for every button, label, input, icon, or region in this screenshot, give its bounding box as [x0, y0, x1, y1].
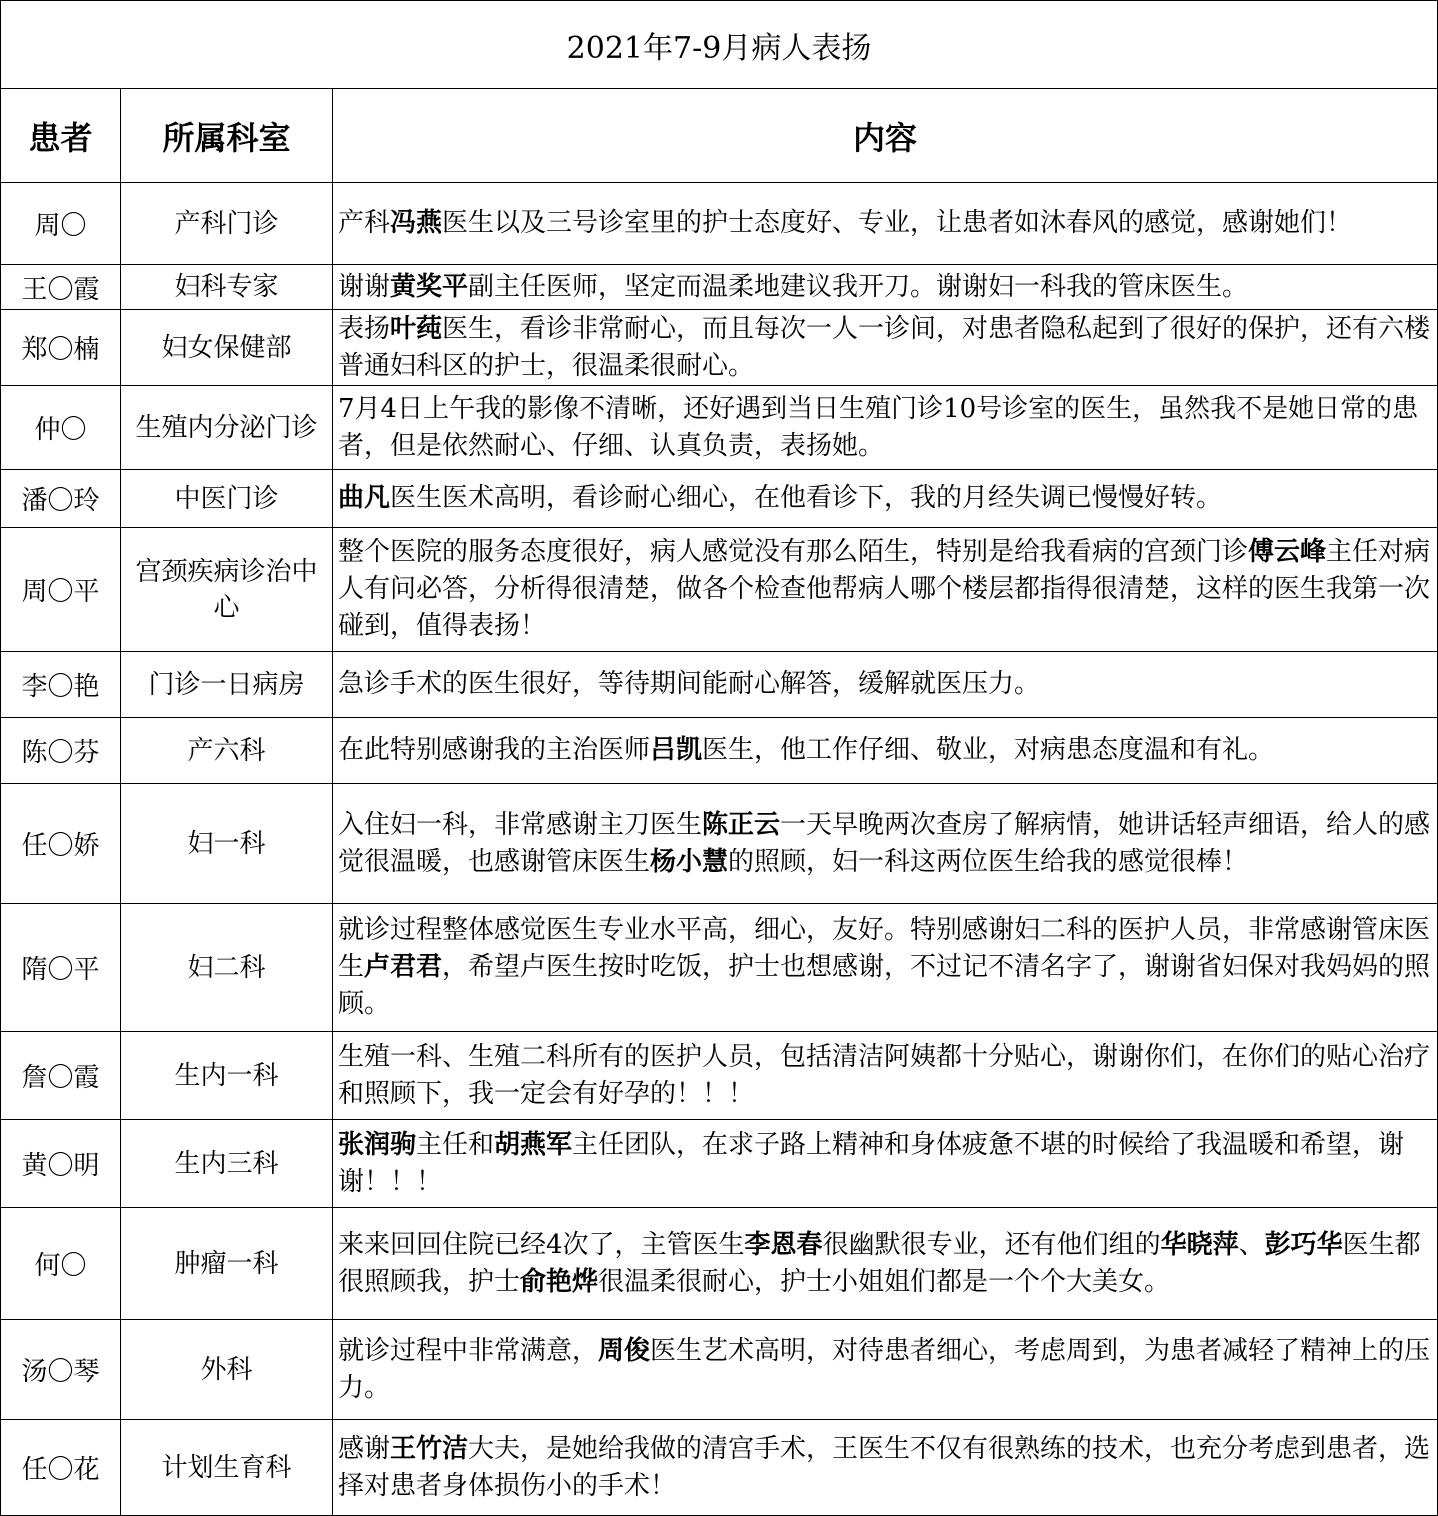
- staff-name: 叶莼: [390, 313, 443, 344]
- content-cell: [333, 310, 1438, 386]
- content-text: 就诊过程整体感觉医生专业水平高，细心，友好。特别感谢妇二科的医护人员，非常感谢管床医生: [338, 915, 1431, 982]
- table-row: [1, 528, 1438, 652]
- department-cell: 妇女保健部: [121, 310, 333, 386]
- staff-name: 华晓萍: [1160, 1229, 1239, 1260]
- patient-cell: 王〇霞: [1, 265, 121, 310]
- department-cell: 肿瘤一科: [121, 1208, 333, 1320]
- content-text: 很温柔很耐心，护士小姐姐们都是一个个大美女。: [598, 1266, 1171, 1297]
- content-cell: [333, 1208, 1438, 1320]
- content-text: 整个医院的服务态度很好，病人感觉没有那么陌生，特别是给我看病的宫颈门诊: [338, 537, 1249, 567]
- content-text: 医生医术高明，看诊耐心细心，在他看诊下，我的月经失调已慢慢好转。: [390, 483, 1223, 513]
- content-text: 在此特别感谢我的主治医师: [338, 735, 651, 765]
- table-row: [1, 265, 1438, 310]
- header-content: 内容: [333, 89, 1438, 183]
- patient-cell: 任〇娇: [1, 784, 121, 904]
- content-text: 产科: [338, 208, 391, 238]
- department-cell: 生殖内分泌门诊: [121, 386, 333, 470]
- staff-name: 吕凯: [650, 735, 703, 765]
- table-row: [1, 386, 1438, 470]
- content-text: 主任和: [416, 1129, 495, 1160]
- title-row: [1, 1, 1438, 89]
- staff-name: 杨小慧: [650, 846, 729, 877]
- content-cell: [333, 718, 1438, 784]
- department-cell: 外科: [121, 1320, 333, 1420]
- staff-name: 曲凡: [338, 483, 391, 513]
- department-cell: 门诊一日病房: [121, 652, 333, 718]
- content-cell: [333, 1420, 1438, 1516]
- department-cell: 计划生育科: [121, 1420, 333, 1516]
- content-text: 医生都很照顾我，护士: [338, 1229, 1421, 1297]
- patient-cell: 李〇艳: [1, 652, 121, 718]
- staff-name: 周俊: [598, 1335, 651, 1366]
- department-cell: 妇二科: [121, 904, 333, 1032]
- content-text: 急诊手术的医生很好，等待期间能耐心解答，缓解就医压力。: [338, 669, 1041, 699]
- patient-cell: 仲〇: [1, 386, 121, 470]
- department-cell: 产六科: [121, 718, 333, 784]
- department-cell: 生内一科: [121, 1032, 333, 1120]
- table-row: [1, 784, 1438, 904]
- department-cell: 产科门诊: [121, 183, 333, 265]
- content-cell: [333, 1120, 1438, 1208]
- patient-cell: 何〇: [1, 1208, 121, 1320]
- department-cell: 生内三科: [121, 1120, 333, 1208]
- staff-name: 彭巧华: [1264, 1229, 1343, 1260]
- content-text: 生殖一科、生殖二科所有的医护人员，包括清洁阿姨都十分贴心，谢谢你们，在你们的贴心治疗和照顾下，我一定会有好孕的！！！: [338, 1041, 1431, 1109]
- table-row: [1, 652, 1438, 718]
- content-text: 主任对病人有问必答，分析得很清楚，做各个检查他帮病人哪个楼层都指得很清楚，这样的医生我第一次碰到，值得表扬！: [338, 537, 1431, 641]
- patient-cell: 任〇花: [1, 1420, 121, 1516]
- department-cell: 妇科专家: [121, 265, 333, 310]
- staff-name: 陈正云: [702, 809, 781, 840]
- content-text: 感谢: [338, 1433, 391, 1464]
- staff-name: 李恩春: [744, 1229, 823, 1260]
- staff-name: 张润驹: [338, 1129, 417, 1160]
- content-cell: [333, 652, 1438, 718]
- content-text: 7月4日上午我的影像不清晰，还好遇到当日生殖门诊10号诊室的医生，虽然我不是她日常的患者，但是依然耐心、仔细、认真负责，表扬她。: [338, 393, 1419, 461]
- content-text: 医生，他工作仔细、敬业，对病患态度温和有礼。: [702, 735, 1275, 765]
- table-row: [1, 183, 1438, 265]
- patient-cell: 黄〇明: [1, 1120, 121, 1208]
- content-text: 一天早晚两次查房了解病情，她讲话轻声细语，给人的感觉很温暖，也感谢管床医生: [338, 809, 1431, 877]
- content-cell: [333, 386, 1438, 470]
- patient-cell: 周〇平: [1, 528, 121, 652]
- staff-name: 王竹洁: [390, 1433, 469, 1464]
- content-text: 医生艺术高明，对待患者细心，考虑周到，为患者减轻了精神上的压力。: [338, 1335, 1431, 1403]
- content-cell: [333, 265, 1438, 310]
- content-cell: [333, 1032, 1438, 1120]
- staff-name: 黄奖平: [390, 271, 469, 302]
- header-department: 所属科室: [121, 89, 333, 183]
- department-cell: 宫颈疾病诊治中心: [121, 528, 333, 652]
- header-patient: 患者: [1, 89, 121, 183]
- content-cell: [333, 183, 1438, 265]
- content-text: 很幽默很专业，还有他们组的: [822, 1229, 1161, 1260]
- content-text: 副主任医师，坚定而温柔地建议我开刀。谢谢妇一科我的管床医生。: [468, 271, 1249, 302]
- table-row: [1, 310, 1438, 386]
- content-text: 的照顾，妇一科这两位医生给我的感觉很棒！: [728, 846, 1249, 877]
- content-cell: [333, 784, 1438, 904]
- patient-cell: 周〇: [1, 183, 121, 265]
- content-cell: [333, 1320, 1438, 1420]
- table-row: [1, 1120, 1438, 1208]
- table-row: [1, 1208, 1438, 1320]
- staff-name: 俞艳烨: [520, 1266, 599, 1297]
- table-row: [1, 718, 1438, 784]
- content-text: 主任团队，在求子路上精神和身体疲惫不堪的时候给了我温暖和希望，谢谢！！！: [338, 1129, 1405, 1197]
- content-text: 大夫，是她给我做的清宫手术，王医生不仅有很熟练的技术，也充分考虑到患者，选择对患者身体损伤小的手术！: [338, 1433, 1431, 1501]
- patient-cell: 汤〇琴: [1, 1320, 121, 1420]
- patient-cell: 潘〇玲: [1, 470, 121, 528]
- table-row: [1, 1032, 1438, 1120]
- content-text: 医生，看诊非常耐心，而且每次一人一诊间，对患者隐私起到了很好的保护，还有六楼普通妇科区的护士，很温柔很耐心。: [338, 313, 1431, 381]
- table-row: [1, 904, 1438, 1032]
- content-text: 谢谢: [338, 271, 391, 302]
- table-row: [1, 470, 1438, 528]
- content-cell: [333, 904, 1438, 1032]
- table-row: [1, 1420, 1438, 1516]
- patient-cell: 詹〇霞: [1, 1032, 121, 1120]
- content-text: 表扬: [338, 313, 391, 344]
- staff-name: 卢君君: [364, 952, 443, 982]
- patient-cell: 陈〇芬: [1, 718, 121, 784]
- content-text: 、: [1238, 1229, 1265, 1260]
- staff-name: 胡燕军: [494, 1129, 573, 1160]
- content-cell: [333, 528, 1438, 652]
- content-text: 来来回回住院已经4次了，主管医生: [338, 1229, 745, 1260]
- department-cell: 妇一科: [121, 784, 333, 904]
- staff-name: 冯燕: [390, 208, 443, 238]
- content-text: 入住妇一科，非常感谢主刀医生: [338, 809, 703, 840]
- table-row: [1, 1320, 1438, 1420]
- content-text: ，希望卢医生按时吃饭，护士也想感谢，不过记不清名字了，谢谢省妇保对我妈妈的照顾。: [338, 952, 1431, 1019]
- content-cell: [333, 470, 1438, 528]
- patient-cell: 隋〇平: [1, 904, 121, 1032]
- department-cell: 中医门诊: [121, 470, 333, 528]
- staff-name: 傅云峰: [1248, 537, 1327, 567]
- content-text: 医生以及三号诊室里的护士态度好、专业，让患者如沐春风的感觉，感谢她们！: [442, 208, 1353, 238]
- header-row: [1, 89, 1438, 183]
- content-text: 就诊过程中非常满意，: [338, 1335, 599, 1366]
- table-title: 2021年7-9月病人表扬: [1, 1, 1438, 89]
- patient-cell: 郑〇楠: [1, 310, 121, 386]
